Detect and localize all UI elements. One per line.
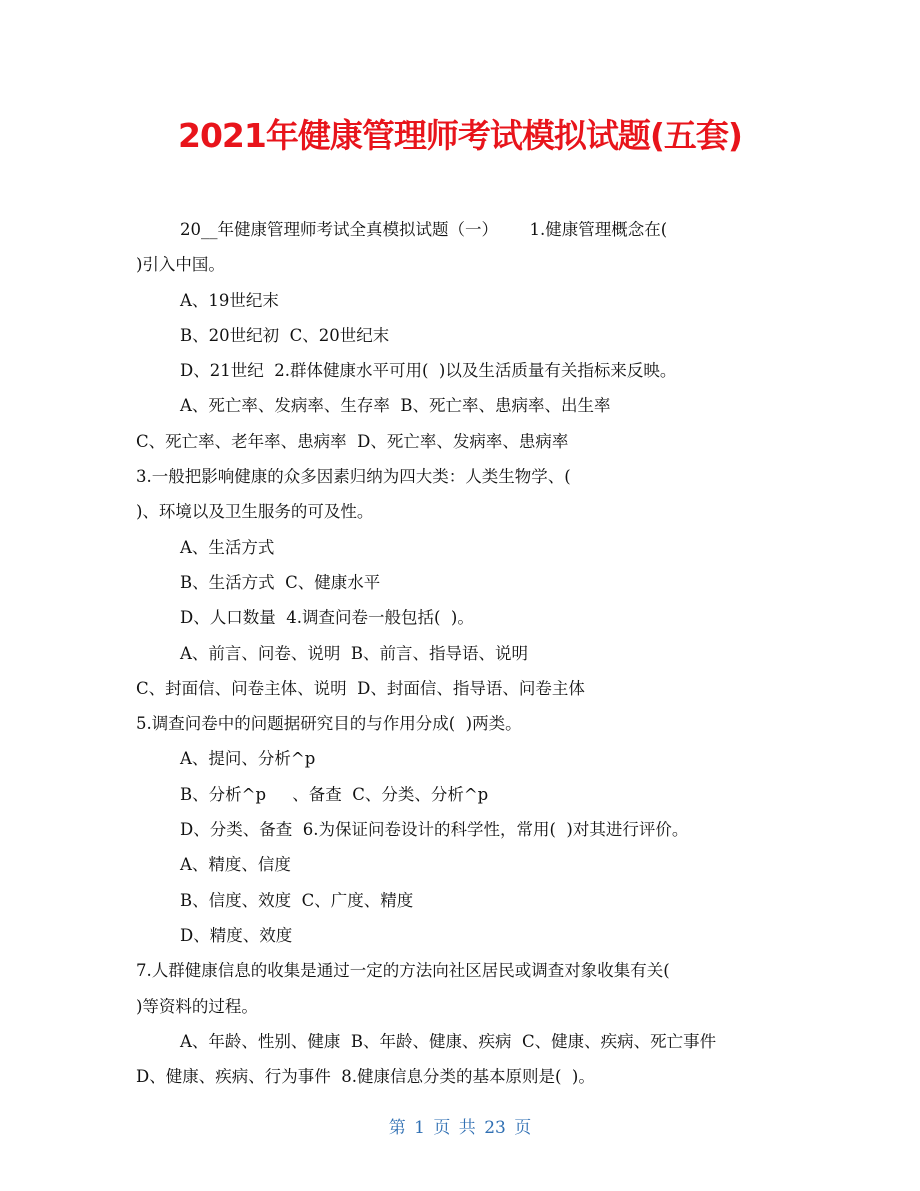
text-line: D、分类、备查 6.为保证问卷设计的科学性，常用( )对其进行评价。 (180, 820, 689, 840)
document-title: 2021年健康管理师考试模拟试题(五套) (177, 116, 742, 155)
text-line: )、环境以及卫生服务的可及性。 (136, 502, 374, 522)
text-line: C、封面信、问卷主体、说明 D、封面信、指导语、问卷主体 (136, 678, 585, 698)
text-line: A、死亡率、发病率、生存率 B、死亡率、患病率、出生率 (180, 396, 611, 416)
text-line: )引入中国。 (136, 255, 225, 275)
text-line: B、分析^p 、备查 C、分类、分析^p (180, 784, 489, 804)
document-body (136, 212, 786, 1094)
text-line: A、提问、分析^p (180, 749, 316, 769)
text-line: D、健康、疾病、行为事件 8.健康信息分类的基本原则是( )。 (136, 1067, 595, 1087)
text-line: B、生活方式 C、健康水平 (180, 572, 381, 592)
text-line: 7.人群健康信息的收集是通过一定的方法向社区居民或调查对象收集有关( (136, 961, 670, 981)
text-line: A、精度、信度 (180, 855, 291, 875)
text-line: D、人口数量 4.调查问卷一般包括( )。 (180, 608, 474, 628)
text-line: B、信度、效度 C、广度、精度 (180, 890, 414, 910)
text-line: A、生活方式 (180, 537, 275, 557)
text-line: C、死亡率、老年率、患病率 D、死亡率、发病率、患病率 (136, 431, 569, 451)
text-line: D、21世纪 2.群体健康水平可用( )以及生活质量有关指标来反映。 (180, 361, 677, 381)
text-line: )等资料的过程。 (136, 996, 258, 1016)
text-line: A、年龄、性别、健康 B、年龄、健康、疾病 C、健康、疾病、死亡事件 (180, 1031, 717, 1051)
text-line: 5.调查问卷中的问题据研究目的与作用分成( )两类。 (136, 714, 522, 734)
text-line: A、19世纪末 (180, 290, 279, 310)
text-line: D、精度、效度 (180, 925, 293, 945)
text-line: 20__年健康管理师考试全真模拟试题（一） 1.健康管理概念在( (180, 220, 668, 239)
text-line: A、前言、问卷、说明 B、前言、指导语、说明 (180, 643, 529, 663)
text-line: B、20世纪初 C、20世纪末 (180, 325, 390, 345)
page-footer: 第 1 页 共 23 页 (388, 1118, 532, 1138)
text-line: 3.一般把影响健康的众多因素归纳为四大类：人类生物学、( (136, 467, 571, 487)
